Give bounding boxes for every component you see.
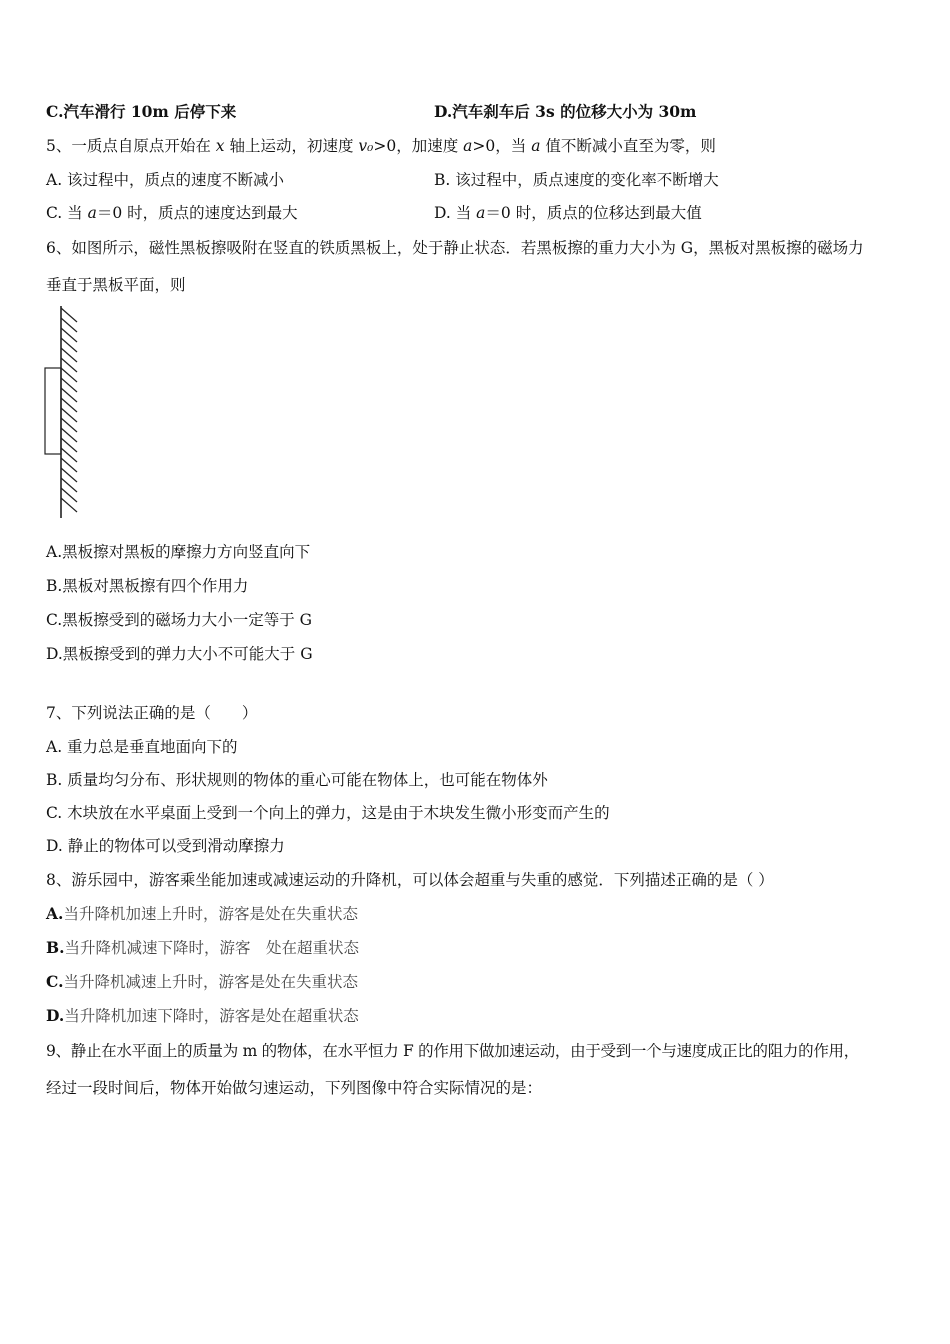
q5-stem [46,136,716,156]
q4-option-d: D.汽车刹车后 3s 的位移大小为 30m [434,102,697,121]
q8-option-d [46,1006,359,1026]
q7-stem: 7、下列说法正确的是（ ） [46,704,258,722]
q6-option-c [46,610,312,630]
q9-stem-line2: 经过一段时间后，物体开始做匀速运动，下列图像中符合实际情况的是： [46,1079,543,1097]
q5-option-b: B. 该过程中，质点速度的变化率不断增大 [434,171,719,189]
q7-option-b: B. 质量均匀分布、形状规则的物体的重心可能在物体上，也可能在物体外 [46,771,548,789]
q8-option-b-text: 当升降机减速下降时，游客 处在超重状态 [64,939,360,957]
q5-var-a: a [531,137,541,155]
q6-stem-line2: 垂直于黑板平面，则 [46,276,186,294]
q5-stem-text: 5、一质点自原点开始在 [46,137,216,155]
q5-option-c [46,203,298,223]
q6-option-d-text: D.黑板擦受到的弹力大小不可能大于 G [46,645,313,663]
q5-option-d-text: ＝0 时，质点的位移达到最大值 [485,204,702,222]
q5-option-c-text: C. 当 [46,204,88,222]
q5-option-d [434,203,702,223]
q7-option-d: D. 静止的物体可以受到滑动摩擦力 [46,837,285,855]
q5-option-d-text: D. 当 [434,204,477,222]
q8-option-a-label: A. [46,904,64,923]
q5-var-v0: v₀ [358,137,374,155]
q8-stem: 8、游乐园中，游客乘坐能加速或减速运动的升降机，可以体会超重与失重的感觉．下列描述正确的是（ ） [46,871,774,889]
q6-option-b [46,576,248,596]
q8-option-d-text: 当升降机加速下降时，游客是处在超重状态 [64,1007,359,1025]
q6-option-a-text: A.黑板擦对黑板的摩擦力方向竖直向下 [46,543,311,561]
q4-option-c: C.汽车滑行 10m 后停下来 [46,102,237,121]
q6-option-a [46,542,310,562]
eraser-block [45,368,61,454]
q6-option-c-text: C.黑板擦受到的磁场力大小一定等于 G [46,611,313,629]
q8-option-a-text: 当升降机加速上升时，游客是处在失重状态 [63,905,358,923]
q8-option-b [46,938,359,958]
q5-option-c-text: ＝0 时，质点的速度达到最大 [96,204,298,222]
q9-stem-line1: 9、静止在水平面上的质量为 m 的物体，在水平恒力 F 的作用下做加速运动，由于受到一个与速度成正比的阻力的作用， [46,1042,859,1060]
q6-stem-line1: 6、如图所示，磁性黑板擦吸附在竖直的铁质黑板上，处于静止状态．若黑板擦的重力大小为 G，黑板对黑板擦的磁场力 [46,239,864,257]
q6-option-d [46,644,313,664]
q5-stem-text: 轴上运动，初速度 [224,137,359,155]
q5-stem-text: >0，加速度 [373,137,464,155]
q8-option-c [46,972,358,992]
q8-option-c-text: 当升降机减速上升时，游客是处在失重状态 [63,973,358,991]
q8-option-c-label: C. [46,972,64,991]
q5-var-a: a [476,204,486,222]
q7-option-c: C. 木块放在水平桌面上受到一个向上的弹力，这是由于木块发生微小形变而产生的 [46,804,610,822]
q5-option-a: A. 该过程中，质点的速度不断减小 [46,171,285,189]
q8-option-b-label: B. [46,938,65,957]
q8-option-a [46,904,358,924]
q8-option-d-label: D. [46,1006,65,1025]
q5-var-a: a [463,137,473,155]
q5-stem-text: 值不断减小直至为零，则 [540,137,716,155]
q6-option-b-text: B.黑板对黑板擦有四个作用力 [46,577,249,595]
q7-option-a: A. 重力总是垂直地面向下的 [46,738,238,756]
q5-var-x: x [215,137,225,155]
blackboard-eraser-figure [44,306,84,520]
q5-var-a: a [87,204,97,222]
wall-hatching [61,308,77,512]
q5-stem-text: >0，当 [472,137,532,155]
